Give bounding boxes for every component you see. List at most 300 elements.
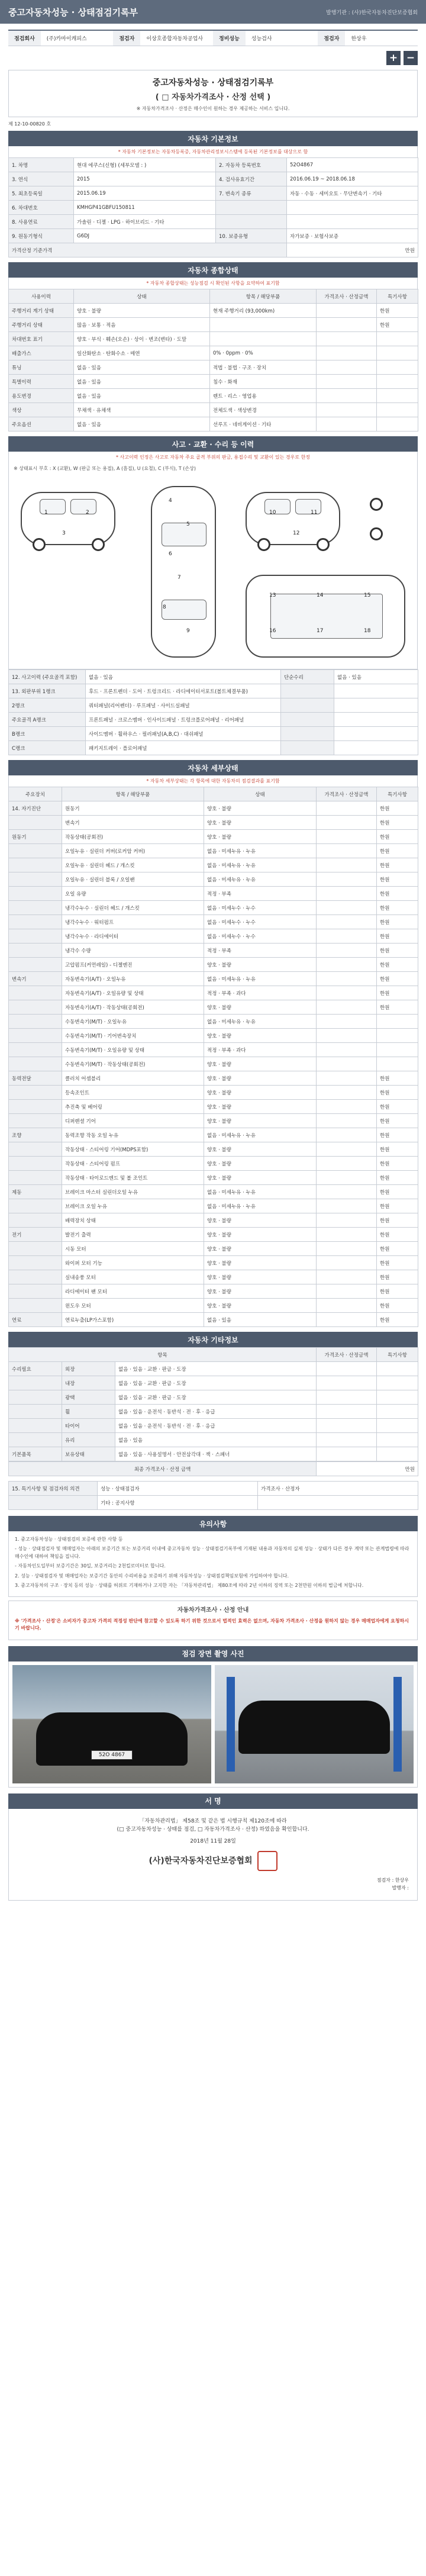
other-price	[317, 1390, 377, 1405]
other-note	[377, 1362, 418, 1376]
general-row	[9, 332, 418, 346]
other-item: 보유상태	[62, 1447, 115, 1461]
part-number-label: 12	[293, 530, 300, 536]
accident-value: 프론트패널 · 크로스멤버 · 인사이드패널 · 트렁크플로어패널 · 리어패널	[86, 713, 281, 727]
detail-note: 한원	[377, 1071, 418, 1086]
detail-row	[9, 1228, 418, 1242]
general-item	[210, 318, 317, 332]
detail-group	[9, 944, 62, 958]
special-notes-table	[8, 1481, 418, 1510]
detail-note: 한원	[377, 1299, 418, 1313]
basic-value	[287, 201, 418, 215]
general-note	[377, 375, 418, 389]
wheel-icon	[33, 538, 46, 551]
part-number-label: 6	[169, 551, 172, 557]
detail-status: 양호 · 불량	[204, 958, 317, 972]
special-key: 15. 특기사항 및 점검자의 의견	[9, 1482, 98, 1496]
detail-note	[377, 1043, 418, 1057]
basic-key: 3. 연식	[9, 172, 74, 186]
detail-item: 와이퍼 모터 기능	[62, 1256, 204, 1270]
part-number-label: 8	[163, 604, 166, 610]
final-price-table	[8, 1461, 418, 1476]
detail-row	[9, 915, 418, 929]
general-note	[377, 346, 418, 360]
other-note	[377, 1447, 418, 1461]
general-col-header: 가격조사 · 산정금액	[317, 289, 377, 304]
detail-status-header: 자동차 세부상태	[8, 760, 418, 775]
accident-key2	[281, 713, 334, 727]
basic-key: 5. 최초등록일	[9, 186, 74, 201]
detail-group	[9, 1114, 62, 1128]
basic-key	[216, 201, 287, 215]
detail-price	[317, 1256, 377, 1270]
basic-row	[9, 158, 418, 172]
general-status-note: * 자동차 종합상태는 성능점검 시 확인된 사항을 요약하여 표기함	[8, 278, 418, 289]
detail-price	[317, 844, 377, 858]
zoom-in-button[interactable]: +	[386, 51, 401, 65]
general-note: 한원	[377, 304, 418, 318]
detail-group	[9, 816, 62, 830]
detail-col-header: 특기사항	[377, 787, 418, 801]
detail-item: 동력조향 작동 오일 누유	[62, 1128, 204, 1142]
other-key	[9, 1405, 62, 1419]
other-price	[317, 1405, 377, 1419]
general-key: 색상	[9, 403, 74, 417]
detail-row	[9, 1142, 418, 1157]
detail-price	[317, 1313, 377, 1327]
accident-row	[9, 684, 418, 698]
general-key: 튜닝	[9, 360, 74, 375]
detail-row	[9, 801, 418, 816]
basic-key: 10. 보증유형	[216, 229, 287, 243]
detail-row	[9, 887, 418, 901]
document-header	[8, 70, 418, 117]
other-item: 휠	[62, 1405, 115, 1419]
detail-item: 오일 유량	[62, 887, 204, 901]
other-info-table	[8, 1347, 418, 1461]
detail-row	[9, 1128, 418, 1142]
detail-note: 한원	[377, 887, 418, 901]
general-price	[317, 417, 377, 432]
detail-group	[9, 1057, 62, 1071]
general-row	[9, 318, 418, 332]
general-note	[377, 360, 418, 375]
detail-group	[9, 1015, 62, 1029]
special-key	[9, 1496, 98, 1510]
part-number-label: 11	[311, 510, 318, 516]
other-row	[9, 1376, 418, 1390]
basic-value: KMHGP41GBFU150811	[74, 201, 216, 215]
lift-post	[227, 1677, 235, 1772]
detail-group	[9, 901, 62, 915]
other-row	[9, 1419, 418, 1433]
car-photo-shape	[238, 1701, 390, 1754]
part-number-label: 3	[62, 530, 66, 536]
top-banner	[0, 0, 426, 24]
detail-row	[9, 872, 418, 887]
general-item: 현재 주행거리 (93,000km)	[210, 304, 317, 318]
detail-item: 실내송풍 모터	[62, 1270, 204, 1284]
detail-price	[317, 1128, 377, 1142]
detail-row	[9, 1313, 418, 1327]
car-window	[70, 499, 96, 514]
car-windshield	[162, 523, 206, 546]
detail-group	[9, 872, 62, 887]
other-item: 광택	[62, 1390, 115, 1405]
detail-price	[317, 915, 377, 929]
basic-value: 52O4867	[287, 158, 418, 172]
detail-note: 한원	[377, 1228, 418, 1242]
accident-table	[8, 669, 418, 755]
detail-status: 양호 · 불량	[204, 1256, 317, 1270]
accident-value: 쿼터패널(리어펜더) · 루프패널 · 사이드실패널	[86, 698, 281, 713]
other-status: 없음 · 있음 · 사용설명서 · 안전삼각대 · 잭 · 스패너	[115, 1447, 317, 1461]
general-col-header: 상태	[74, 289, 210, 304]
detail-note: 한원	[377, 1284, 418, 1299]
general-status: 없음 · 있음	[74, 375, 210, 389]
detail-row	[9, 858, 418, 872]
detail-price	[317, 1242, 377, 1256]
detail-price	[317, 1270, 377, 1284]
part-number-label: 7	[178, 575, 181, 581]
other-item: 외장	[62, 1362, 115, 1376]
detail-item: 작동상태(공회전)	[62, 830, 204, 844]
other-price	[317, 1419, 377, 1433]
accident-value2	[334, 713, 418, 727]
detail-price	[317, 1199, 377, 1213]
general-key: 특별이력	[9, 375, 74, 389]
detail-note	[377, 1015, 418, 1029]
basic-info-note: * 자동차 기본정보는 자동차등록증, 자동차관리정보시스템에 등록된 기본정보를 대상으로 함	[8, 146, 418, 157]
detail-price	[317, 929, 377, 944]
final-price-label: 최종 가격조사 · 산정 금액	[9, 1462, 317, 1476]
notice-line: - 성능 · 상태점검자 및 매매업자는 아래의 보증기간 또는 보증거리 이내에 중고자동차 성능 · 상태점검기록부에 기재된 내용과 자동차의 실제 성능 · 상태가 다른 경우 계약 또는 관계법령에 따라 매수인에 대하여 책임을 집니다.	[15, 1546, 409, 1559]
detail-item: 변속기	[62, 816, 204, 830]
other-head-row	[9, 1348, 418, 1362]
detail-status: 양호 · 불량	[204, 1057, 317, 1071]
car-window	[40, 499, 66, 514]
detail-item: 냉각수 수량	[62, 944, 204, 958]
detail-status: 양호 · 불량	[204, 816, 317, 830]
detail-note: 한원	[377, 1114, 418, 1128]
detail-item: 브레이크 오일 누유	[62, 1199, 204, 1213]
detail-item: 라디에이터 팬 모터	[62, 1284, 204, 1299]
sign-block	[8, 1809, 418, 1901]
zoom-out-button[interactable]: −	[404, 51, 418, 65]
detail-note: 한원	[377, 915, 418, 929]
part-number-label: 2	[86, 510, 89, 516]
detail-price	[317, 1299, 377, 1313]
accident-value: 후드 · 프론트펜더 · 도어 · 트렁크리드 · 라디에이터서포트(볼트체결부품)	[86, 684, 281, 698]
special-row	[9, 1496, 418, 1510]
accident-value: 없음 · 있음	[86, 670, 281, 684]
part-number-label: 10	[269, 510, 276, 516]
general-key: 용도변경	[9, 389, 74, 403]
general-price	[317, 318, 377, 332]
basic-value: G6DJ	[74, 229, 216, 243]
general-col-header: 특기사항	[377, 289, 418, 304]
general-note	[377, 417, 418, 432]
accident-key2	[281, 698, 334, 713]
general-row	[9, 417, 418, 432]
basic-key: 7. 변속기 종류	[216, 186, 287, 201]
detail-note: 한원	[377, 1157, 418, 1171]
detail-item: 냉각수누수 · 실린더 헤드 / 개스킷	[62, 901, 204, 915]
detail-item: 디퍼렌셜 기어	[62, 1114, 204, 1128]
accident-key2: 단순수리	[281, 670, 334, 684]
other-key: 기본품목	[9, 1447, 62, 1461]
detail-status: 없음 · 미세누수 · 누수	[204, 915, 317, 929]
detail-note: 한원	[377, 1100, 418, 1114]
detail-item: 수동변속기(M/T) · 작동상태(공회전)	[62, 1057, 204, 1071]
general-status-table	[8, 289, 418, 432]
detail-price	[317, 1029, 377, 1043]
detail-item: 브레이크 마스터 실린더오일 누유	[62, 1185, 204, 1199]
detail-price	[317, 1086, 377, 1100]
accident-key: 12. 사고이력 (주요골격 포함)	[9, 670, 86, 684]
detail-row	[9, 1213, 418, 1228]
general-price	[317, 403, 377, 417]
basic-key	[216, 215, 287, 229]
other-key	[9, 1376, 62, 1390]
other-status: 없음 · 있음 · 교환 · 판금 · 도장	[115, 1390, 317, 1405]
photo-strip	[8, 1661, 418, 1788]
basic-value: 2015.06.19	[74, 186, 216, 201]
detail-item: 작동상태 · 타이로드엔드 및 볼 조인트	[62, 1171, 204, 1185]
special-row	[9, 1482, 418, 1496]
issuer-org-name: (사)한국자동차진단보증협회	[149, 1856, 253, 1866]
other-key	[9, 1419, 62, 1433]
basic-key: 1. 차명	[9, 158, 74, 172]
detail-price	[317, 1057, 377, 1071]
document-subtitle: ( □ 자동차가격조사 · 산정 선택 )	[155, 93, 271, 102]
accident-row	[9, 713, 418, 727]
accident-value2	[334, 727, 418, 741]
detail-price	[317, 1100, 377, 1114]
sign-header: 서 명	[8, 1793, 418, 1809]
sign-date: 2018년 11월 28일	[190, 1838, 236, 1845]
other-key: 수리필요	[9, 1362, 62, 1376]
detail-item: 수동변속기(M/T) · 오일누유	[62, 1015, 204, 1029]
general-col-header: 항목 / 해당부품	[210, 289, 317, 304]
detail-item: 오일누유 · 실린더 헤드 / 개스킷	[62, 858, 204, 872]
part-number-label: 13	[269, 593, 276, 598]
detail-status: 양호 · 불량	[204, 1270, 317, 1284]
detail-price	[317, 1000, 377, 1015]
notice-line: 3. 중고자동차의 구조 · 장치 등의 성능 · 상태를 허위로 기재하거나 고지한 자는 「자동차관리법」 제80조에 따라 2년 이하의 징역 또는 2천만원 이하의 벌금에 처합니다.	[15, 1582, 364, 1588]
detail-row	[9, 958, 418, 972]
other-row	[9, 1433, 418, 1447]
detail-price	[317, 887, 377, 901]
car-side-left	[21, 492, 115, 545]
dealer-value: (주)카마이캐피스	[46, 36, 87, 42]
detail-row	[9, 1199, 418, 1213]
other-status: 없음 · 있음 · 운전석 · 동반석 · 전 · 후 · 응급	[115, 1419, 317, 1433]
general-key: 배출가스	[9, 346, 74, 360]
detail-group: 연료	[9, 1313, 62, 1327]
detail-group	[9, 1284, 62, 1299]
detail-row	[9, 1071, 418, 1086]
general-key: 주행거리 상태	[9, 318, 74, 332]
detail-status: 적정 · 부족 · 과다	[204, 986, 317, 1000]
detail-group	[9, 1100, 62, 1114]
basic-value: 가솔린 · 디젤 · LPG · 하이브리드 · 기타	[74, 215, 216, 229]
detail-note: 한원	[377, 1199, 418, 1213]
other-col-header: 항목	[9, 1348, 317, 1362]
other-item: 타이어	[62, 1419, 115, 1433]
car-rear-window	[162, 600, 206, 620]
vehicle-diagram	[8, 474, 418, 669]
detail-price	[317, 1114, 377, 1128]
other-info-header: 자동차 기타정보	[8, 1332, 418, 1347]
detail-row	[9, 1157, 418, 1171]
accident-key2	[281, 741, 334, 755]
detail-group: 전기	[9, 1228, 62, 1242]
part-number-label: 9	[186, 628, 190, 634]
other-col-header: 가격조사 · 산정금액	[317, 1348, 377, 1362]
basic-value: 자가보증 · 보험사보증	[287, 229, 418, 243]
detail-group: 변속기	[9, 972, 62, 986]
other-status: 없음 · 있음	[115, 1433, 317, 1447]
general-item: 적법 · 불법 · 구조 · 장치	[210, 360, 317, 375]
general-key: 주행거리 계기 상태	[9, 304, 74, 318]
detail-col-header: 주요장치	[9, 787, 62, 801]
detail-price	[317, 1185, 377, 1199]
price-notice-text: ※ '가격조사 · 산정'은 소비자가 중고차 가격의 적정성 판단에 참고할 수 있도록 하기 위한 것으로서 법적인 효력은 없으며, 자동차 가격조사 · 산정을 원하지 않는 경우 매매업자에게 요청하시기 바랍니다.	[15, 1618, 409, 1631]
wheel-icon	[370, 498, 383, 511]
other-row	[9, 1362, 418, 1376]
detail-note	[377, 1057, 418, 1071]
detail-row	[9, 929, 418, 944]
notice-body	[8, 1531, 418, 1597]
detail-group	[9, 1000, 62, 1015]
basic-value: 자동 · 수동 · 세미오토 · 무단변속기 · 기타	[287, 186, 418, 201]
detail-group: 동력전달	[9, 1071, 62, 1086]
detail-status: 없음 · 미세누수 · 누수	[204, 929, 317, 944]
detail-status: 양호 · 불량	[204, 1213, 317, 1228]
general-row	[9, 375, 418, 389]
other-row	[9, 1390, 418, 1405]
detail-row	[9, 816, 418, 830]
detail-price	[317, 1213, 377, 1228]
basic-value: 2016.06.19 ~ 2018.06.18	[287, 172, 418, 186]
general-price	[317, 332, 377, 346]
other-key	[9, 1390, 62, 1405]
dealer-label: 점검회사	[8, 31, 41, 46]
detail-row	[9, 901, 418, 915]
detail-item: 고압펌프(커먼레일) - 디젤엔진	[62, 958, 204, 972]
detail-item: 자동변속기(A/T) · 오일누유	[62, 972, 204, 986]
accident-row	[9, 670, 418, 684]
general-item: 침수 · 화재	[210, 375, 317, 389]
detail-status: 없음 · 미세누유 · 누유	[204, 972, 317, 986]
basic-key: 2. 자동차 등록번호	[216, 158, 287, 172]
detail-price	[317, 944, 377, 958]
accident-history-note: * 사고이력 인정은 사고로 자동차 주요 골격 부위의 판금, 용접수리 및 교환이 있는 경우로 한정	[8, 452, 418, 463]
detail-status: 양호 · 불량	[204, 1299, 317, 1313]
detail-status: 양호 · 불량	[204, 801, 317, 816]
price-notice	[8, 1601, 418, 1640]
detail-status: 양호 · 불량	[204, 1142, 317, 1157]
detail-row	[9, 1256, 418, 1270]
general-status: 없음 · 있음	[74, 417, 210, 432]
general-item: 전체도색 · 색상변경	[210, 403, 317, 417]
detail-item: 발전기 출력	[62, 1228, 204, 1242]
general-item: 선루프 · 네비게이션 · 기타	[210, 417, 317, 432]
general-status-header: 자동차 종합상태	[8, 262, 418, 278]
detail-status: 없음 · 미세누유 · 누유	[204, 858, 317, 872]
detail-price	[317, 830, 377, 844]
detail-item: 연료누출(LP가스포함)	[62, 1313, 204, 1327]
sign-signatures: 점검자 : 한상우 발행자 :	[376, 1877, 409, 1891]
detail-group: 14. 자기진단	[9, 801, 62, 816]
general-key: 차대번호 표기	[9, 332, 74, 346]
detail-row	[9, 944, 418, 958]
detail-price	[317, 1228, 377, 1242]
detail-group	[9, 1242, 62, 1256]
car-underbody	[246, 575, 405, 658]
detail-status: 없음 · 미세누유 · 누유	[204, 1128, 317, 1142]
part-number-label: 5	[186, 521, 190, 527]
special-value: 성능 · 상태점검자	[98, 1482, 258, 1496]
lift-photo	[215, 1665, 414, 1783]
detail-price	[317, 816, 377, 830]
basic-info-table	[8, 157, 418, 257]
other-status: 없음 · 있음 · 운전석 · 동반석 · 전 · 후 · 응급	[115, 1405, 317, 1419]
accident-history-header: 사고 · 교환 · 수리 등 이력	[8, 436, 418, 452]
banner-issuer: 발행기관 : (사)한국자동차진단보증협회	[326, 9, 418, 16]
car-top-view	[151, 486, 216, 658]
detail-status: 양호 · 불량	[204, 1071, 317, 1086]
general-status: 무채색 · 유채색	[74, 403, 210, 417]
lift-post	[393, 1677, 402, 1772]
general-row	[9, 403, 418, 417]
detail-row	[9, 986, 418, 1000]
detail-group	[9, 844, 62, 858]
wheel-icon	[92, 538, 105, 551]
detail-group	[9, 1270, 62, 1284]
detail-row	[9, 1299, 418, 1313]
basic-row	[9, 229, 418, 243]
detail-price	[317, 858, 377, 872]
detail-status: 적정 · 부족 · 과다	[204, 1043, 317, 1057]
wheel-icon	[257, 538, 270, 551]
detail-group	[9, 1142, 62, 1157]
other-note	[377, 1390, 418, 1405]
basic-key: 6. 차대번호	[9, 201, 74, 215]
detail-note: 한원	[377, 1213, 418, 1228]
other-price	[317, 1362, 377, 1376]
detail-row	[9, 1114, 418, 1128]
car-window	[264, 499, 291, 514]
accident-value: 사이드멤버 · 휠하우스 · 필러패널(A,B,C) · 대쉬패널	[86, 727, 281, 741]
detail-note: 한원	[377, 1185, 418, 1199]
detail-status: 없음 · 미세누유 · 누유	[204, 1015, 317, 1029]
detail-note: 한원	[377, 801, 418, 816]
part-number-label: 16	[269, 628, 276, 634]
detail-group	[9, 1256, 62, 1270]
detail-note: 한원	[377, 958, 418, 972]
other-note	[377, 1433, 418, 1447]
detail-status-note: * 자동차 세부상태는 각 항목에 대한 자동차의 점검결과를 표기함	[8, 775, 418, 787]
wheel-icon	[317, 538, 330, 551]
notice-header: 유의사항	[8, 1516, 418, 1531]
car-side-right	[246, 492, 340, 545]
general-note	[377, 389, 418, 403]
detail-note: 한원	[377, 1242, 418, 1256]
inspector-label: 점검자	[113, 31, 140, 46]
seller-label: 정비성능	[213, 31, 246, 46]
